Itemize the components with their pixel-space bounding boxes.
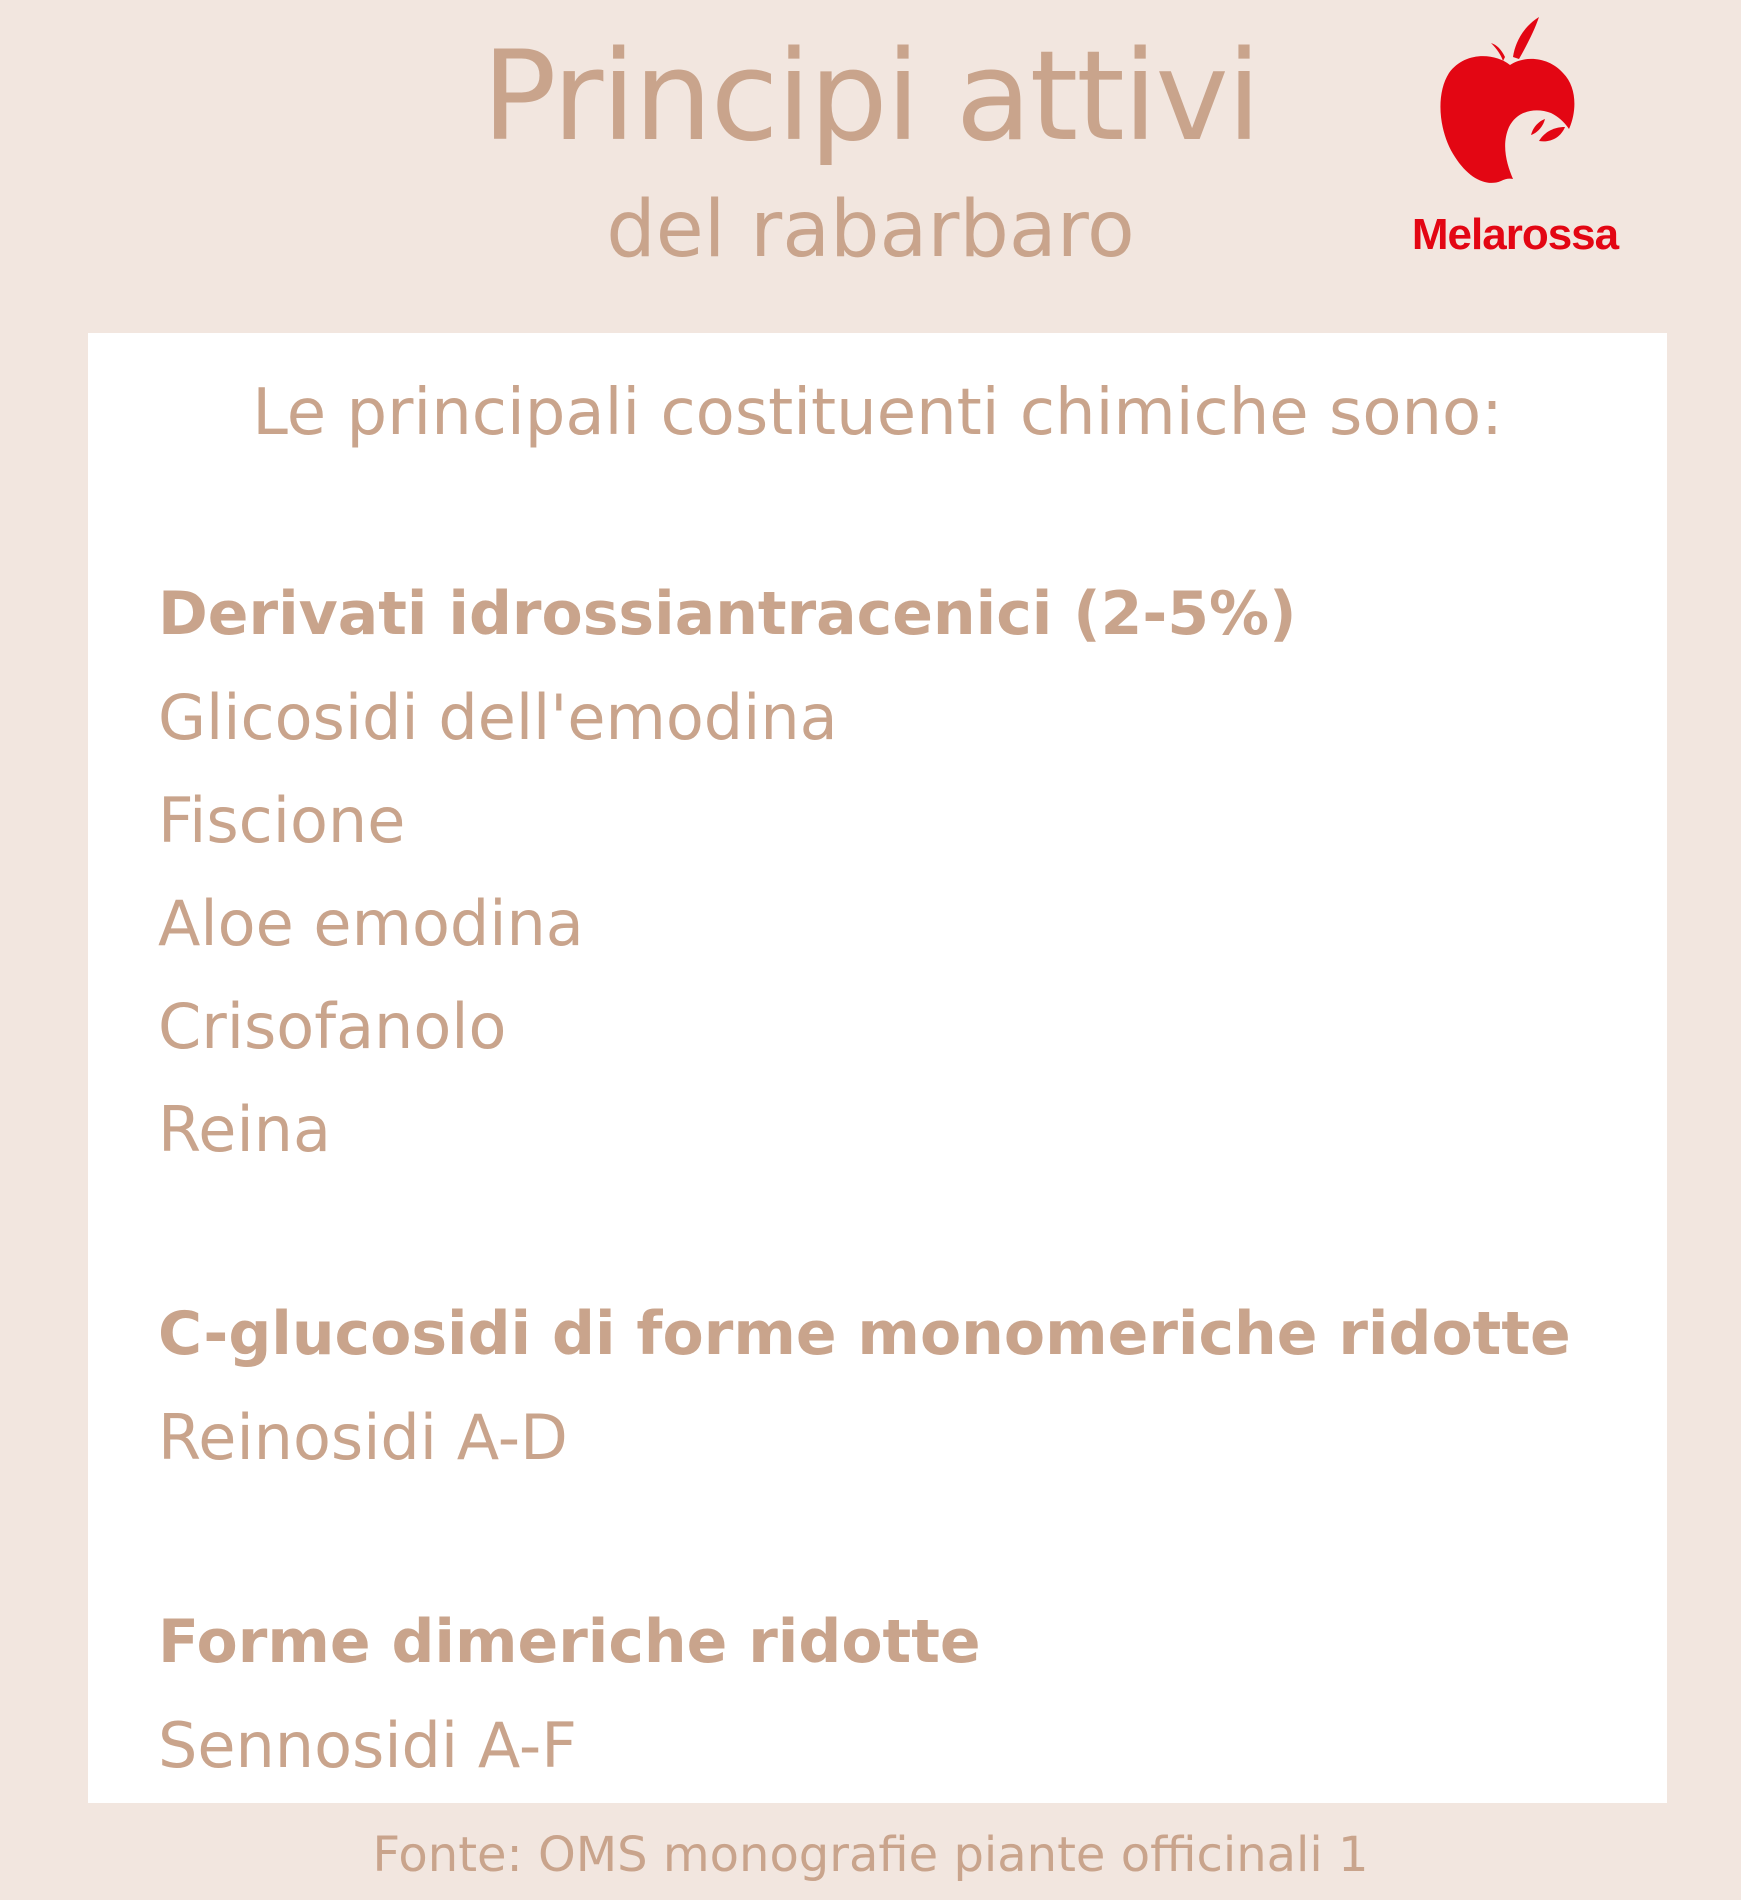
list-item: Glicosidi dell'emodina	[158, 681, 838, 754]
header	[0, 0, 1741, 330]
group-heading: Derivati idrossiantracenici (2-5%)	[158, 579, 1297, 649]
group-heading: C-glucosidi di forme monomeriche ridotte	[158, 1299, 1571, 1369]
constituents-list	[158, 563, 1608, 1797]
intro-text: Le principali costituenti chimiche sono:	[252, 376, 1503, 450]
list-item: Reina	[158, 1093, 331, 1166]
brand-logo	[1395, 15, 1635, 265]
apple-icon	[1435, 15, 1585, 190]
list-item: Fiscione	[158, 784, 406, 857]
list-item: Crisofanolo	[158, 990, 507, 1063]
brand-name: Melarossa	[1411, 210, 1619, 259]
page-subtitle: del rabarbaro	[606, 185, 1135, 275]
group-derivati	[158, 563, 1608, 1181]
list-item: Reinosidi A-D	[158, 1401, 568, 1474]
group-heading: Forme dimeriche ridotte	[158, 1607, 981, 1677]
source-note: Fonte: OMS monografie piante officinali 1	[372, 1827, 1369, 1883]
group-c-glucosidi	[158, 1283, 1608, 1489]
page-title: Principi attivi	[481, 25, 1260, 169]
content-panel	[88, 333, 1667, 1803]
group-forme-dimeriche	[158, 1591, 1608, 1797]
list-item: Sennosidi A-F	[158, 1709, 577, 1782]
list-item: Aloe emodina	[158, 887, 584, 960]
